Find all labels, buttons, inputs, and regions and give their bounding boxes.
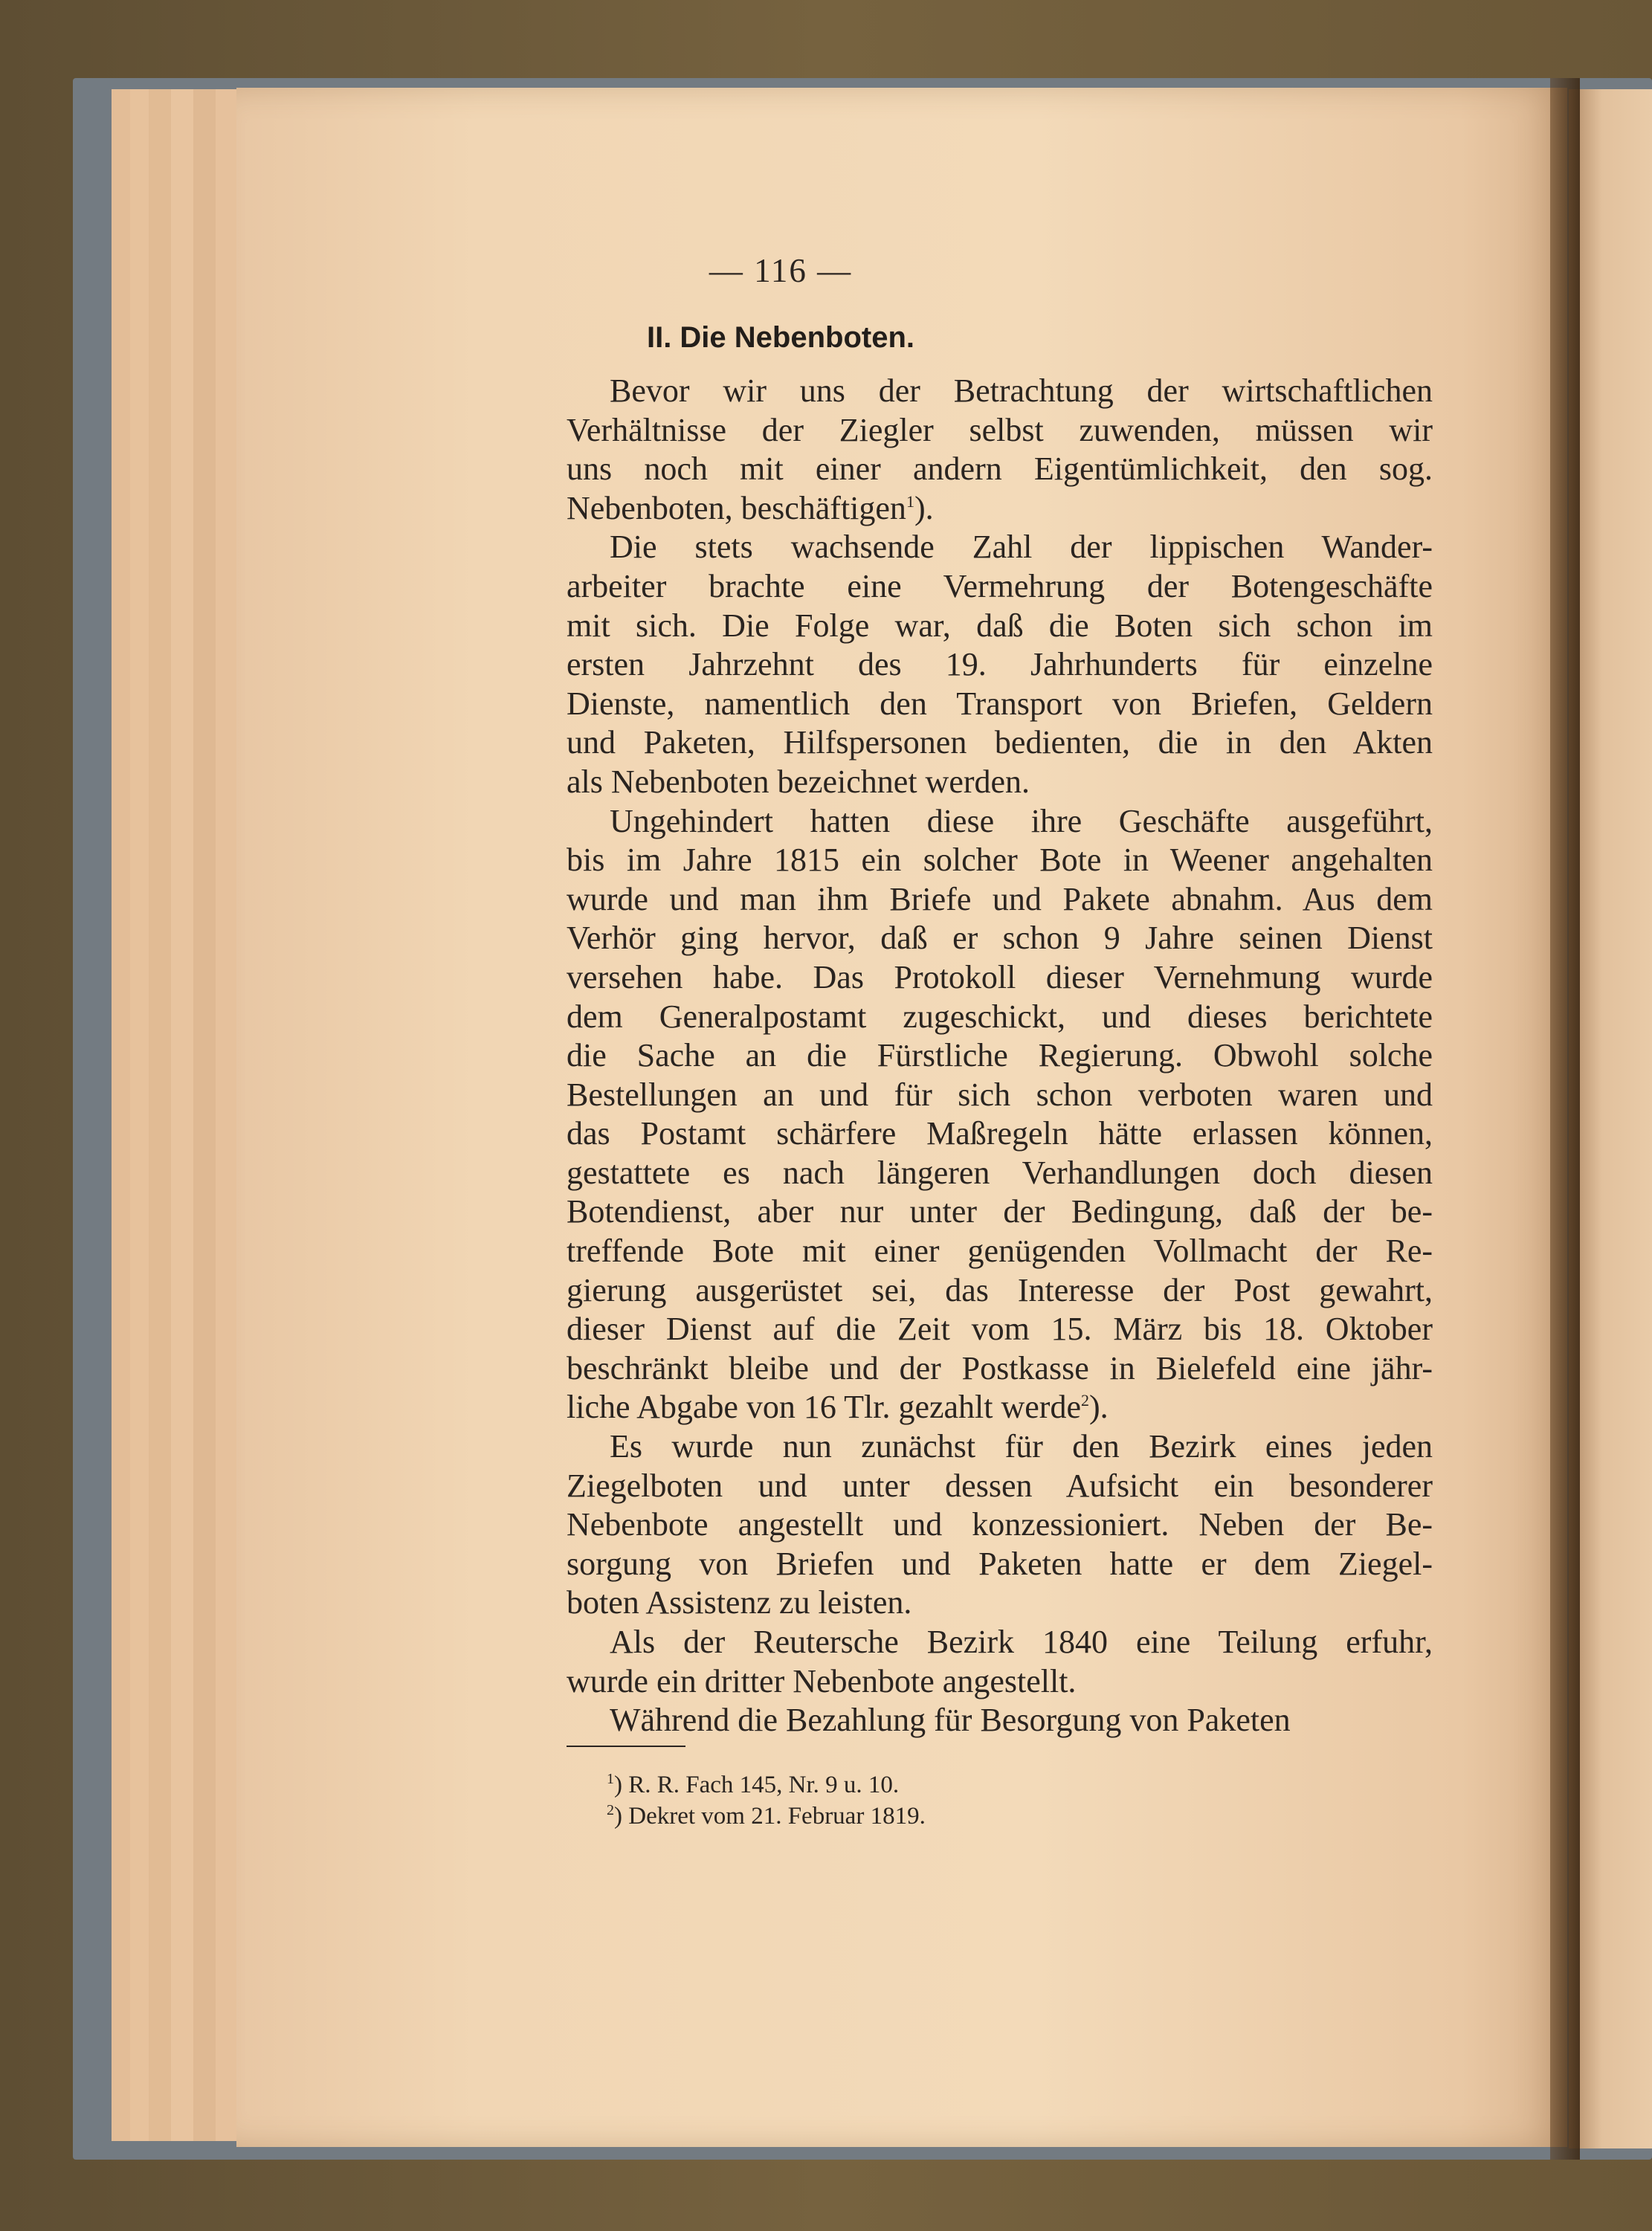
text-line: liche Abgabe von 16 Tlr. gezahlt werde$^2$). (567, 1389, 1109, 1426)
text-line: als Nebenboten bezeichnet werden. (567, 763, 1030, 800)
body-text (567, 372, 1433, 1740)
paragraph (567, 528, 1433, 801)
paragraph (567, 1623, 1433, 1701)
text-line: Bestellungen an und für sich schon verboten waren und (567, 1076, 1433, 1113)
text-line: treffende Bote mit einer genügenden Vollmacht der Re- (567, 1233, 1433, 1270)
text-line: bis im Jahre 1815 ein solcher Bote in Weener angehalten (567, 842, 1433, 879)
footnote-reference: 2 (1080, 1391, 1089, 1410)
footnotes (607, 1769, 926, 1832)
text-line: dieser Dienst auf die Zeit vom 15. März bis 18. Oktober (567, 1311, 1433, 1348)
text-line: Botendienst, aber nur unter der Bedingung, daß der be- (567, 1193, 1433, 1230)
text-line: beschränkt bleibe und der Postkasse in Bielefeld eine jähr- (567, 1349, 1433, 1386)
footnote (607, 1769, 926, 1801)
text-line: mit sich. Die Folge war, daß die Boten sich schon im (567, 607, 1433, 644)
text-line: Verhör ging hervor, daß er schon 9 Jahre seinen Dienst (567, 920, 1433, 957)
paragraph (567, 1701, 1433, 1740)
section-heading: II. Die Nebenboten. (646, 321, 915, 354)
text-line: arbeiter brachte eine Vermehrung der Botengeschäfte (567, 567, 1433, 604)
text-line: ersten Jahrzehnt des 19. Jahrhunderts für einzelne (567, 646, 1433, 683)
text-line: versehen habe. Das Protokoll dieser Vernehmung wurde (567, 958, 1433, 995)
paragraph (567, 802, 1433, 1428)
footnote-marker: 2 (607, 1802, 614, 1818)
footnote-divider (567, 1746, 685, 1747)
page-number: — 116 — (709, 252, 853, 289)
paragraph (567, 1427, 1433, 1623)
text-line: gestattete es nach längeren Verhandlungen doch diesen (567, 1154, 1433, 1191)
text-line: Nebenbote angestellt und konzessioniert. Neben der Be- (567, 1506, 1433, 1543)
text-line: Es wurde nun zunächst für den Bezirk eines jeden (610, 1428, 1433, 1465)
text-line: Ziegelboten und unter dessen Aufsicht ein besonderer (567, 1467, 1433, 1504)
text-line: Bevor wir uns der Betrachtung der wirtschaftlichen (610, 372, 1433, 409)
text-line: und Paketen, Hilfspersonen bedienten, die in den Akten (567, 724, 1433, 761)
text-line: Verhältnisse der Ziegler selbst zuwenden, müssen wir (567, 411, 1433, 448)
text-line: Dienste, namentlich den Transport von Briefen, Geldern (567, 685, 1433, 722)
text-line: wurde ein dritter Nebenbote angestellt. (567, 1662, 1077, 1699)
text-line: Nebenboten, beschäftigen$^1$). (567, 489, 934, 526)
text-line: Als der Reutersche Bezirk 1840 eine Teilung erfuhr, (610, 1624, 1433, 1660)
text-line: Die stets wachsende Zahl der lippischen Wander- (610, 529, 1433, 566)
text-line: das Postamt schärfere Maßregeln hätte erlassen können, (567, 1115, 1433, 1152)
footnote-reference-tail: ). (914, 489, 934, 526)
text-line: boten Assistenz zu leisten. (567, 1584, 912, 1621)
text-line: gierung ausgerüstet sei, das Interesse der Post gewahrt, (567, 1271, 1433, 1308)
text-line: wurde und man ihm Briefe und Pakete abnahm. Aus dem (567, 880, 1433, 917)
text-line: Ungehindert hatten diese ihre Geschäfte ausgeführt, (610, 802, 1433, 839)
footnote (607, 1801, 926, 1832)
paragraph (567, 372, 1433, 528)
footnote-reference: 1 (906, 491, 914, 511)
footnote-marker: 1 (607, 1771, 614, 1787)
footnote-text: ) R. R. Fach 145, Nr. 9 u. 10. (614, 1772, 900, 1798)
page-gutter (1550, 78, 1580, 2160)
text-line: die Sache an die Fürstliche Regierung. Obwohl solche (567, 1037, 1433, 1074)
text-line: dem Generalpostamt zugeschickt, und dieses berichtete (567, 998, 1433, 1035)
facing-page (1569, 89, 1652, 2148)
text-line: sorgung von Briefen und Paketen hatte er dem Ziegel- (567, 1545, 1433, 1582)
text-line: Während die Bezahlung für Besorgung von Paketen (610, 1702, 1291, 1739)
text-line: uns noch mit einer andern Eigentümlichkeit, den sog. (567, 451, 1433, 488)
footnote-text: ) Dekret vom 21. Februar 1819. (614, 1803, 926, 1830)
footnote-reference-tail: ). (1088, 1389, 1109, 1426)
